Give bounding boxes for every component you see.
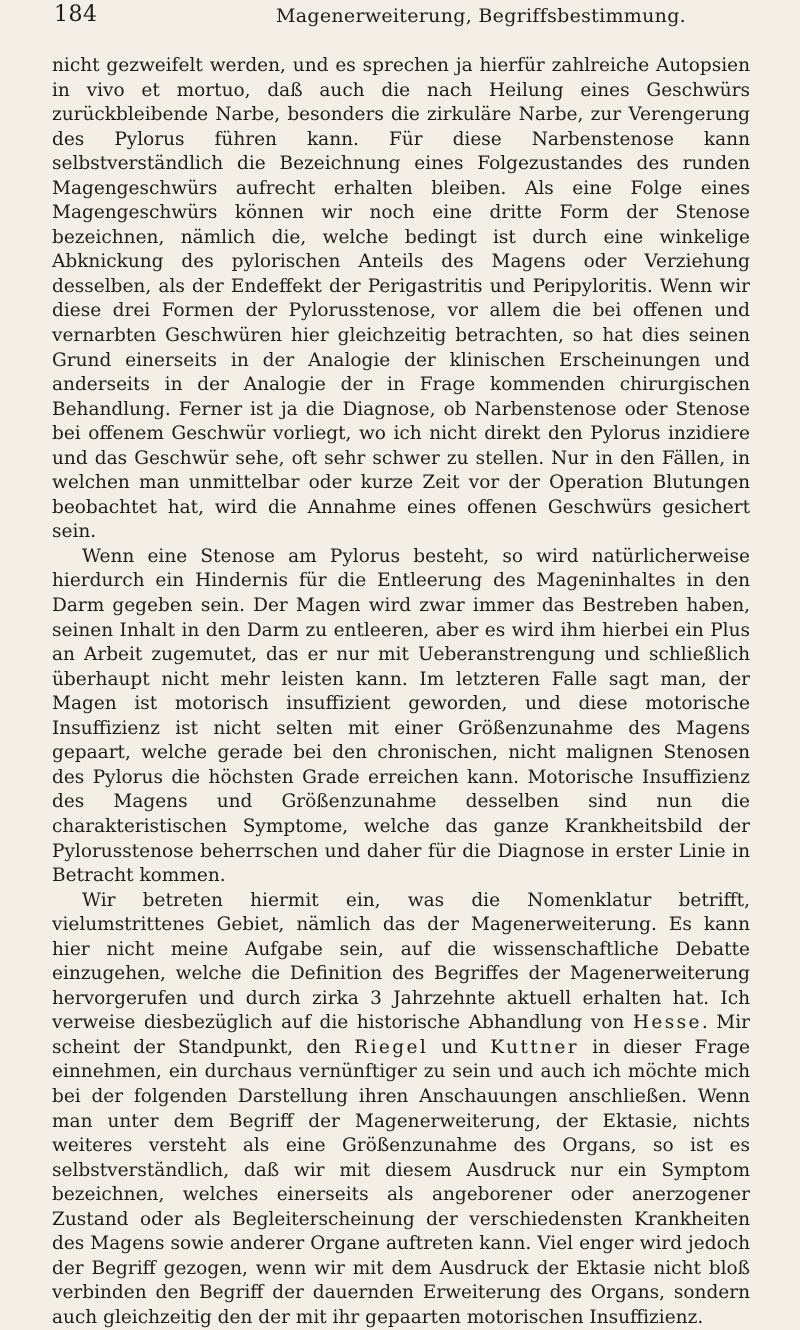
running-head (52, 0, 750, 40)
paragraph-3-text-after: in dieser Frage einnehmen, ein durchaus vernünftiger zu sein und auch ich möchte mich bei der folgenden Darstellung ihren Anschauungen anschließen. Wenn man unter dem Begriff der Magenerweiterung, der Ektasie, nichts weiteres versteht als eine Größenzunahme des Organs, so ist es selbstverständlich, daß wir mit diesem Ausdruck nur ein Symptom bezeichnen, welches einerseits als angeborener oder anerzogener Zustand oder als Begleiterscheinung der verschiedensten Krankheiten des Magens sowie anderer Organe auftreten kann. Viel enger wird jedoch der Begriff gezogen, wenn wir mit dem Ausdruck der Ektasie nicht bloß verbinden den Begriff der dauernden Erweiterung des Organs, sondern auch gleichzeitig den der mit ihr gepaarten motorischen Insuffizienz. (52, 1036, 750, 1328)
paragraph-1: nicht gezweifelt werden, und es sprechen ja hierfür zahlreiche Autopsien in vivo et mortuo, daß auch die nach Heilung eines Geschwürs zurückbleibende Narbe, besonders die zirkuläre Narbe, zur Verengerung des Pylorus führen kann. Für diese Narbenstenose kann selbstverständlich die Bezeichnung eines Folgezustandes des runden Magengeschwürs aufrecht erhalten bleiben. Als eine Folge eines Magengeschwürs können wir noch eine dritte Form der Stenose bezeichnen, nämlich die, welche bedingt ist durch eine winkelige Abknickung des pylorischen Anteils des Magens oder Verziehung desselben, als der Endeffekt der Perigastritis und Peripyloritis. Wenn wir diese drei Formen der Pylorusstenose, vor allem die bei offenen und vernarbten Geschwüren hier gleichzeitig betrachten, so hat dies seinen Grund einerseits in der Analogie der klinischen Erscheinungen und anderseits in der Analogie der in Frage kommenden chirurgischen Behandlung. Ferner ist ja die Diagnose, ob Narbenstenose oder Stenose bei offenem Geschwür vorliegt, wo ich nicht direkt den Pylorus inzidiere und das Geschwür sehe, oft sehr schwer zu stellen. Nur in den Fällen, in welchen man unmittelbar oder kurze Zeit vor der Operation Blutungen beobachtet hat, wird die Annahme eines offenen Geschwürs gesichert sein. (52, 55, 750, 543)
page-number: 184 (54, 2, 98, 27)
paragraph-3-text-mid-1: . Mir scheint der Standpunkt, den (52, 1012, 751, 1058)
paragraph-2: Wenn eine Stenose am Pylorus besteht, so wird natürlicherweise hierdurch ein Hindernis für die Entleerung des Mageninhaltes in den Darm gegeben sein. Der Magen wird zwar immer das Bestreben haben, seinen Inhalt in den Darm zu entleeren, aber es wird ihm hierbei ein Plus an Arbeit zugemutet, das er nur mit Ueberanstrengung und schließlich überhaupt nicht mehr leisten kann. Im letzteren Falle sagt man, der Magen ist motorisch insuffizient geworden, und diese motorische Insuffizienz ist nicht selten mit einer Größenzunahme des Magens gepaart, welche gerade bei den chronischen, nicht malignen Stenosen des Pylorus die höchsten Grade erreichen kann. Motorische Insuffizienz des Magens und Größenzunahme desselben sind nun die charakteristischen Symptome, welche das ganze Krankheitsbild der Pylorusstenose beherrschen und daher für die Diagnose in erster Linie in Betracht kommen. (52, 545, 750, 887)
author-name-kuttner: Kuttner (490, 1036, 580, 1058)
paragraph-3-text-before: Wir betreten hiermit ein, was die Nomenklatur betrifft, vielumstrittenes Gebiet, nämlich das der Magenerweiterung. Es kann hier nicht meine Aufgabe sein, auf die wissenschaftliche Debatte einzugehen, welche die Definition des Begriffes der Magenerweiterung hervorgerufen und durch zirka 3 Jahrzehnte aktuell erhalten hat. Ich verweise diesbezüglich auf die historische Abhandlung von (52, 889, 750, 1034)
author-name-riegel: Riegel (354, 1036, 429, 1058)
paragraph-3-text-mid-2: und (428, 1036, 491, 1058)
body-text (52, 54, 750, 1330)
paragraph-3 (52, 889, 750, 1330)
author-name-hesse: Hesse (632, 1012, 702, 1034)
running-title: Magenerweiterung, Begriffsbestimmung. (275, 5, 687, 27)
